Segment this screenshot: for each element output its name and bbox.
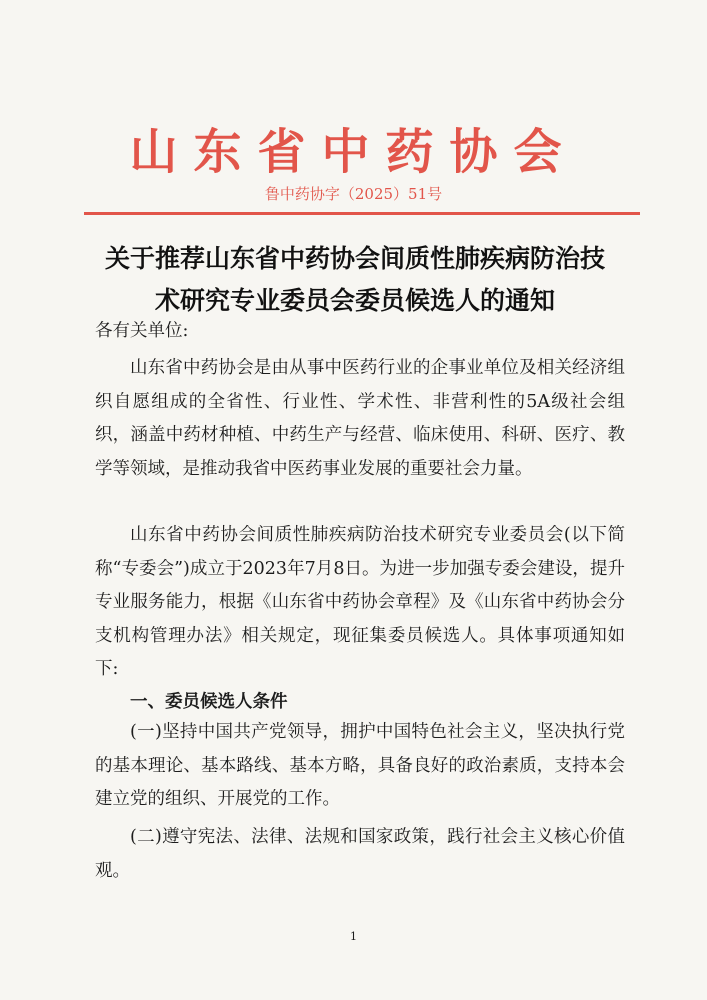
paragraph-condition-2: (二)遵守宪法、法律、法规和国家政策，践行社会主义核心价值观。 (95, 827, 625, 881)
notice-title-line-1: 关于推荐山东省中药协会间质性肺疾病防治技 (104, 244, 605, 273)
notice-title-line-2: 术研究专业委员会委员候选人的通知 (154, 286, 555, 315)
paragraph-condition-1: (一)坚持中国共产党领导，拥护中国特色社会主义，坚决执行党的基本理论、基本路线、基本方略，具备良好的政治素质，支持本会建立党的组织、开展党的工作。 (95, 722, 625, 809)
salutation: 各有关单位: (95, 321, 189, 341)
paragraph-committee-background: 山东省中药协会间质性肺疾病防治技术研究专业委员会(以下简称“专委会”)成立于2023年7月8日。为进一步加强专委会建设，提升专业服务能力，根据《山东省中药协会章程》及《山东省中药协会分支机构管理办法》相关规定，现征集委员候选人。具体事项通知如下: (95, 525, 625, 679)
paragraph-association-intro: 山东省中药协会是由从事中医药行业的企事业单位及相关经济组织自愿组成的全省性、行业性、学术性、非营利性的5A级社会组织，涵盖中药材种植、中药生产与经营、临床使用、科研、医疗、教学等领域，是推动我省中医药事业发展的重要社会力量。 (95, 358, 625, 479)
organization-letterhead: 山东省中药协会 (129, 124, 578, 180)
section-heading-candidate-conditions: 一、委员候选人条件 (130, 692, 288, 712)
letterhead-divider (84, 212, 640, 215)
document-number: 鲁中药协字（2025）51号 (264, 185, 443, 203)
page-number: 1 (350, 930, 357, 943)
